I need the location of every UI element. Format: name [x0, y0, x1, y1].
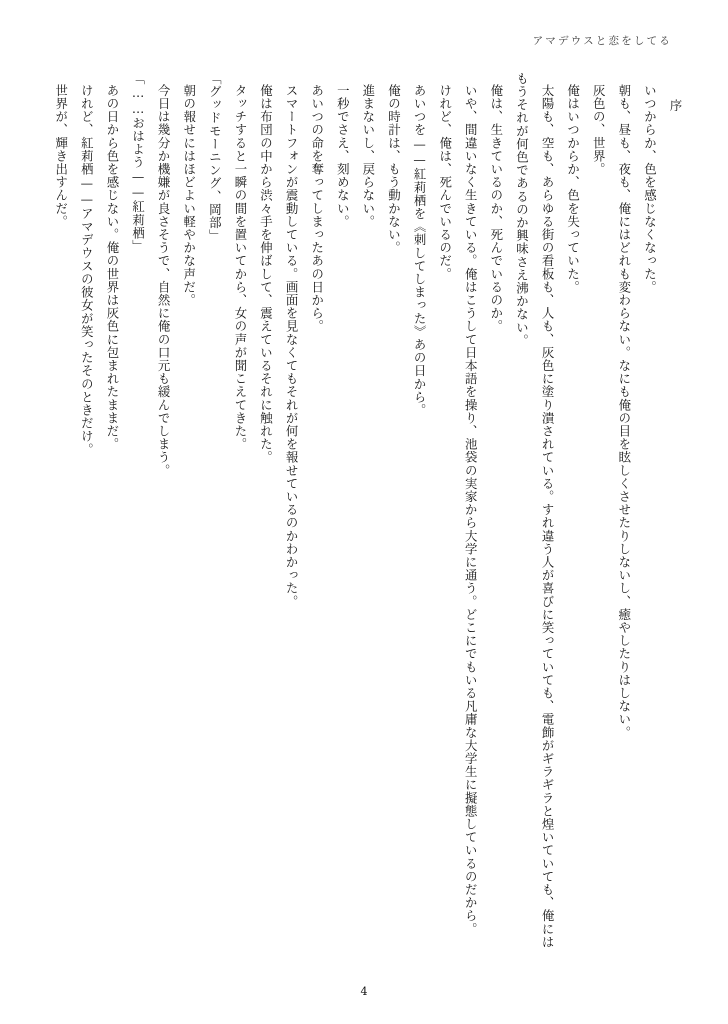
paragraph: あいつの命を奪ってしまったあの日から。 [309, 84, 325, 334]
paragraph: 俺はいつからか、色を失っていた。 [565, 84, 581, 294]
paragraph: いや、間違いなく生きている。俺はこうして日本語を操り、池袋の実家から大学に通う。どこにでもいる凡庸な大学生に擬態しているのだから。 [463, 84, 479, 936]
paragraph: 世界が、輝き出すんだ。 [53, 84, 69, 229]
paragraph: タッチすると一瞬の間を置いてから、女の声が聞こえてきた。 [232, 84, 248, 452]
paragraph: けれど、俺は、死んでいるのだ。 [437, 84, 453, 281]
paragraph: 朝も、昼も、夜も、俺にはどれも変わらない。なにも俺の目を眩しくさせたりしないし、癒やしたりはしない。 [616, 84, 632, 740]
paragraph: 今日は幾分か機嫌が良さそうで、自然に俺の口元も緩んでしまう。 [156, 84, 172, 478]
paragraph: あいつを——紅莉栖を《刺してしまった》あの日から。 [412, 84, 428, 418]
dialogue-line: 「……おはよう——紅莉栖」 [130, 72, 146, 253]
paragraph: 灰色の、世界。 [591, 84, 607, 177]
paragraph: 一秒でさえ、刻めない。 [335, 84, 351, 229]
dialogue-line: 「グッドモーニング、岡部」 [207, 72, 223, 243]
paragraph: あの日から色を感じない。俺の世界は灰色に包まれたままだ。 [104, 84, 120, 452]
paragraph: けれど、紅莉栖——アマデウスの彼女が笑ったそのときだけ。 [79, 84, 95, 457]
section-heading: 序 [668, 99, 683, 113]
paragraph: 朝の報せにはほどよい軽やかな声だ。 [181, 84, 197, 308]
paragraph: 進まないし、戻らない。 [360, 84, 376, 229]
paragraph: 俺は布団の中から渋々手を伸ばして、震えているそれに触れた。 [258, 84, 274, 465]
paragraph: 太陽も、空も、あらゆる街の看板も、人も、灰色に塗り潰されている。すれ違う人が喜びに笑っていても、電飾がギラギラと煌いていても、俺にはもうそれが何色であるのか興味さえ沸かない。 [514, 72, 556, 949]
running-header: アマデウスと恋をしてる [532, 35, 672, 47]
paragraph: いつからか、色を感じなくなった。 [642, 84, 658, 294]
paragraph: 俺は、生きているのか、死んでいるのか。 [488, 84, 504, 334]
paragraph: 俺の時計は、もう動かない。 [386, 84, 402, 255]
paragraph: スマートフォンが震動している。画面を見なくてもそれが何を報せているのかわかった。 [284, 84, 300, 609]
page-number: 4 [360, 985, 368, 998]
body-text-block [40, 72, 688, 952]
